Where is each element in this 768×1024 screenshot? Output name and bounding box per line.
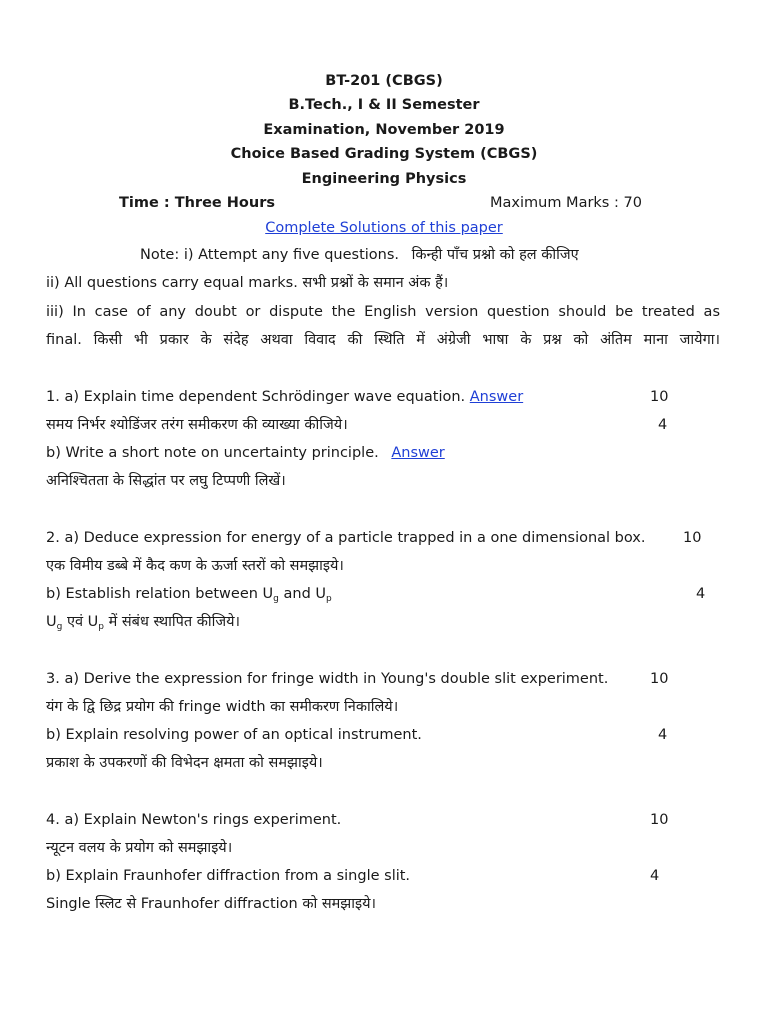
q1a-marks: 10	[650, 389, 669, 405]
q4a-english: 4. a) Explain Newton's rings experiment.	[46, 812, 342, 828]
q3b-english: b) Explain resolving power of an optical instrument.	[46, 727, 422, 743]
q2a-english: 2. a) Deduce expression for energy of a particle trapped in a one dimensional box.	[46, 530, 646, 546]
exam-session: Examination, November 2019	[263, 122, 505, 138]
q2a-hindi: एक विमीय डब्बे में कैद कण के ऊर्जा स्तरों को समझाइये।	[46, 558, 344, 574]
paper-code: BT-201 (CBGS)	[325, 73, 443, 89]
q2b-marks: 4	[696, 586, 706, 602]
subject-title: Engineering Physics	[301, 171, 467, 187]
solutions-link[interactable]: Complete Solutions of this paper	[265, 220, 503, 236]
note-1-english: Note: i) Attempt any five questions.	[140, 247, 400, 263]
course-title: B.Tech., I & II Semester	[288, 97, 480, 113]
q3b-hindi: प्रकाश के उपकरणों की विभेदन क्षमता को समझाइये।	[46, 755, 323, 771]
q1b-hindi: अनिश्चितता के सिद्धांत पर लघु टिप्पणी लिखें।	[46, 473, 286, 489]
time-label: Time : Three Hours	[119, 195, 275, 211]
q2b-english: b) Establish relation between $U_g$ and $U_p$	[46, 586, 332, 604]
q1a-hindi: समय निर्भर श्योडिंजर तरंग समीकरण की व्याख्या कीजिये।	[46, 417, 348, 433]
q1a-english: 1. a) Explain time dependent Schrödinger wave equation.	[46, 389, 466, 405]
q3a-hindi: यंग के द्वि छिद्र प्रयोग की fringe width का समीकरण निकालिये।	[46, 699, 399, 715]
q1b-marks: 4	[658, 417, 668, 433]
note-3-line-2: final. किसी भी प्रकार के संदेह अथवा विवाद की स्थिति में अंग्रेजी भाषा के प्रश्न को अंतिम माना जायेगा।	[46, 332, 720, 348]
subscript-g: g	[273, 594, 279, 604]
grading-system: Choice Based Grading System (CBGS)	[230, 146, 538, 162]
q2a-marks: 10	[683, 530, 702, 546]
note-1	[140, 245, 579, 265]
note-2: ii) All questions carry equal marks. सभी प्रश्नों के समान अंक हैं।	[46, 275, 449, 291]
solutions-link-row	[0, 218, 768, 238]
q4b-marks: 4	[650, 868, 660, 884]
note-1-hindi: किन्ही पाँच प्रश्नो को हल कीजिए	[411, 247, 579, 263]
note-3-line-1: iii) In case of any doubt or dispute the English version question should be treated as	[46, 304, 720, 320]
q4a-marks: 10	[650, 812, 669, 828]
subscript-p: p	[326, 594, 332, 604]
q3b-marks: 4	[658, 727, 668, 743]
q4b-hindi: Single स्लिट से Fraunhofer diffraction को समझाइये।	[46, 896, 377, 912]
q1a-text-row	[46, 387, 523, 407]
q4a-hindi: न्यूटन वलय के प्रयोग को समझाइये।	[46, 840, 233, 856]
q1b-text-row	[46, 443, 445, 463]
q3a-marks: 10	[650, 671, 669, 687]
q3a-english: 3. a) Derive the expression for fringe width in Young's double slit experiment.	[46, 671, 609, 687]
max-marks-label: Maximum Marks : 70	[490, 195, 642, 211]
q1b-english: b) Write a short note on uncertainty principle.	[46, 445, 379, 461]
q1a-answer-link[interactable]: Answer	[469, 389, 524, 405]
q4b-english: b) Explain Fraunhofer diffraction from a single slit.	[46, 868, 411, 884]
q2b-hindi: $U_g$ एवं $U_p$ में संबंध स्थापित कीजिये।	[46, 614, 241, 632]
q1b-answer-link[interactable]: Answer	[391, 445, 445, 461]
